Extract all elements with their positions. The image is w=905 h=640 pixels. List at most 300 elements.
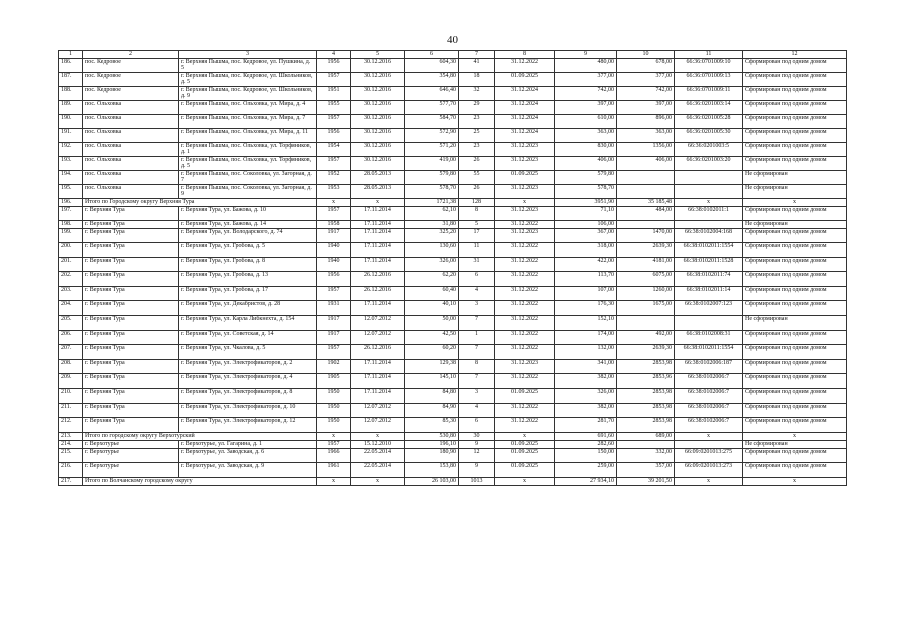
column-header: 9	[555, 51, 617, 59]
status-cell: Сформирован под одним домом	[743, 207, 847, 221]
area2-cell: 357,00	[617, 463, 675, 478]
address-cell: г. Верхняя Пышма, пос. Кедровое, ул. Школьников, д. 5	[179, 73, 317, 87]
area-cell: 40,10	[405, 301, 459, 316]
cadastral-cell: 66:38:0102011:1554	[675, 243, 743, 258]
cadastral-cell: 66:38:0102011:1	[675, 207, 743, 221]
address-cell: г. Верхняя Тура, ул. Карла Либкнехта, д. 154	[179, 315, 317, 330]
table-row	[59, 330, 847, 345]
area-cell: 579,80	[405, 171, 459, 185]
locality-cell: пос. Ольховка	[83, 143, 179, 157]
area1-cell: 107,00	[555, 286, 617, 301]
residents-cell: 8	[459, 359, 495, 374]
deadline-cell: x	[495, 432, 555, 440]
locality-cell: г. Верхняя Тура	[83, 257, 179, 272]
table-row	[59, 286, 847, 301]
date-cell: x	[351, 477, 405, 485]
cadastral-cell: 66:36:0701009:11	[675, 87, 743, 101]
area2-cell	[617, 315, 675, 330]
address-cell: г. Верхняя Пышма, пос. Ольховка, ул. Торфяников, д. 1	[179, 143, 317, 157]
row-number: 215.	[59, 448, 83, 463]
address-cell: г. Верхняя Пышма, пос. Ольховка, ул. Мира, д. 4	[179, 101, 317, 115]
locality-cell: г. Верхотурье	[83, 463, 179, 478]
date-cell: 17.11.2014	[351, 359, 405, 374]
residents-cell: 7	[459, 315, 495, 330]
deadline-cell: 31.12.2023	[495, 207, 555, 221]
year-cell: 1961	[317, 463, 351, 478]
status-cell: Сформирован под одним домом	[743, 101, 847, 115]
address-cell: г. Верхняя Пышма, пос. Ольховка, ул. Торфяников, д. 5	[179, 157, 317, 171]
area-cell: 604,30	[405, 59, 459, 73]
cadastral-cell: x	[675, 432, 743, 440]
deadline-cell: 31.12.2023	[495, 185, 555, 199]
area2-cell: 2853,98	[617, 418, 675, 433]
cadastral-cell: 66:36:0201003:14	[675, 101, 743, 115]
table-row	[59, 418, 847, 433]
status-cell: Сформирован под одним домом	[743, 87, 847, 101]
residents-cell: 29	[459, 101, 495, 115]
row-number: 213.	[59, 432, 83, 440]
row-number: 202.	[59, 272, 83, 287]
year-cell: 1905	[317, 374, 351, 389]
address-cell: г. Верхняя Тура, ул. Володарского, д. 74	[179, 229, 317, 243]
area2-cell: 35 185,48	[617, 199, 675, 207]
year-cell: 1917	[317, 330, 351, 345]
table-row	[59, 207, 847, 221]
area2-cell: 2853,98	[617, 388, 675, 403]
row-number: 204.	[59, 301, 83, 316]
table-row	[59, 432, 847, 440]
cadastral-cell: 66:38:0102011:1528	[675, 257, 743, 272]
deadline-cell: 31.12.2023	[495, 157, 555, 171]
residents-cell: 5	[459, 221, 495, 229]
area-cell: 571,20	[405, 143, 459, 157]
column-header: 3	[179, 51, 317, 59]
locality-cell: г. Верхняя Тура	[83, 388, 179, 403]
table-row	[59, 257, 847, 272]
locality-cell: г. Верхняя Тура	[83, 272, 179, 287]
row-number: 212.	[59, 418, 83, 433]
date-cell: 15.12.2010	[351, 440, 405, 448]
year-cell: x	[317, 477, 351, 485]
cadastral-cell: 66:38:0102006:187	[675, 359, 743, 374]
residents-cell: 3	[459, 388, 495, 403]
area-cell: 26 103,00	[405, 477, 459, 485]
row-number: 192.	[59, 143, 83, 157]
residents-cell: 4	[459, 403, 495, 418]
area2-cell: 397,00	[617, 101, 675, 115]
date-cell: 30.12.2016	[351, 129, 405, 143]
status-cell: x	[743, 477, 847, 485]
table-row	[59, 448, 847, 463]
locality-cell: пос. Кедровое	[83, 59, 179, 73]
date-cell: 30.12.2016	[351, 59, 405, 73]
area2-cell: 1260,00	[617, 286, 675, 301]
column-header: 12	[743, 51, 847, 59]
year-cell: x	[317, 432, 351, 440]
area1-cell: 113,70	[555, 272, 617, 287]
table-row	[59, 87, 847, 101]
cadastral-cell: 66:36:0201003:20	[675, 157, 743, 171]
area-cell: 60,20	[405, 345, 459, 360]
table-row	[59, 463, 847, 478]
area2-cell: 1675,00	[617, 301, 675, 316]
area1-cell: 174,00	[555, 330, 617, 345]
date-cell: 17.11.2014	[351, 243, 405, 258]
year-cell: 1917	[317, 229, 351, 243]
locality-cell: пос. Кедровое	[83, 73, 179, 87]
cadastral-cell	[675, 221, 743, 229]
status-cell: Сформирован под одним домом	[743, 115, 847, 129]
year-cell: 1931	[317, 301, 351, 316]
date-cell: 12.07.2012	[351, 315, 405, 330]
address-cell: г. Верхняя Тура, ул. Гробова, д. 13	[179, 272, 317, 287]
address-cell: г. Верхняя Тура, ул. Бажова, д. 14	[179, 221, 317, 229]
area1-cell: 318,00	[555, 243, 617, 258]
residents-cell: 6	[459, 418, 495, 433]
date-cell: 26.12.2016	[351, 272, 405, 287]
area-cell: 129,38	[405, 359, 459, 374]
cadastral-cell: 66:09:0201013:275	[675, 448, 743, 463]
housing-table	[58, 50, 847, 486]
locality-cell: г. Верхняя Тура	[83, 374, 179, 389]
address-cell: г. Верхняя Пышма, пос. Ольховка, ул. Мира, д. 11	[179, 129, 317, 143]
area-cell: 62,10	[405, 207, 459, 221]
area-cell: 646,40	[405, 87, 459, 101]
area1-cell: 382,00	[555, 374, 617, 389]
locality-cell: г. Верхняя Тура	[83, 207, 179, 221]
residents-cell: 23	[459, 143, 495, 157]
year-cell: 1951	[317, 87, 351, 101]
year-cell: 1940	[317, 243, 351, 258]
area-cell: 180,90	[405, 448, 459, 463]
year-cell: 1955	[317, 101, 351, 115]
area2-cell	[617, 221, 675, 229]
cadastral-cell: 66:38:0102006:7	[675, 403, 743, 418]
area-cell: 325,20	[405, 229, 459, 243]
year-cell: 1956	[317, 129, 351, 143]
locality-cell: пос. Ольховка	[83, 101, 179, 115]
status-cell: Сформирован под одним домом	[743, 257, 847, 272]
area1-cell: 132,00	[555, 345, 617, 360]
area2-cell: 896,00	[617, 115, 675, 129]
address-cell: г. Верхотурье, ул. Гагарина, д. 1	[179, 440, 317, 448]
column-header: 4	[317, 51, 351, 59]
locality-cell: г. Верхняя Тура	[83, 221, 179, 229]
year-cell: 1917	[317, 315, 351, 330]
area-cell: 1721,38	[405, 199, 459, 207]
cadastral-cell: x	[675, 199, 743, 207]
table-row	[59, 374, 847, 389]
deadline-cell: 31.12.2022	[495, 257, 555, 272]
locality-cell: пос. Кедровое	[83, 87, 179, 101]
locality-cell: пос. Ольховка	[83, 157, 179, 171]
residents-cell: 31	[459, 257, 495, 272]
status-cell: Сформирован под одним домом	[743, 388, 847, 403]
area1-cell: 742,00	[555, 87, 617, 101]
column-header: 5	[351, 51, 405, 59]
deadline-cell: 31.12.2022	[495, 345, 555, 360]
date-cell: 12.07.2012	[351, 403, 405, 418]
area1-cell: 106,00	[555, 221, 617, 229]
status-cell: Сформирован под одним домом	[743, 229, 847, 243]
residents-cell: 26	[459, 185, 495, 199]
row-number: 203.	[59, 286, 83, 301]
locality-cell: Итого по городскому округу Верхотурский	[83, 432, 317, 440]
date-cell: 17.11.2014	[351, 388, 405, 403]
header-row	[59, 51, 847, 59]
area2-cell: 742,00	[617, 87, 675, 101]
date-cell: 30.12.2016	[351, 87, 405, 101]
address-cell: г. Верхняя Тура, ул. Электрофикаторов, д. 10	[179, 403, 317, 418]
area-cell: 31,80	[405, 221, 459, 229]
date-cell: x	[351, 199, 405, 207]
residents-cell: 3	[459, 301, 495, 316]
date-cell: 26.12.2016	[351, 345, 405, 360]
deadline-cell: 01.09.2025	[495, 448, 555, 463]
row-number: 207.	[59, 345, 83, 360]
locality-cell: г. Верхняя Тура	[83, 359, 179, 374]
year-cell: 1957	[317, 345, 351, 360]
page-number: 40	[447, 34, 458, 46]
status-cell: Сформирован под одним домом	[743, 286, 847, 301]
area-cell: 354,80	[405, 73, 459, 87]
year-cell: 1950	[317, 418, 351, 433]
status-cell: Сформирован под одним домом	[743, 345, 847, 360]
locality-cell: г. Верхняя Тура	[83, 345, 179, 360]
deadline-cell: 31.12.2022	[495, 286, 555, 301]
row-number: 196.	[59, 199, 83, 207]
row-number: 194.	[59, 171, 83, 185]
cadastral-cell	[675, 440, 743, 448]
status-cell: Сформирован под одним домом	[743, 243, 847, 258]
year-cell: 1958	[317, 221, 351, 229]
status-cell: Сформирован под одним домом	[743, 330, 847, 345]
area1-cell: 3951,90	[555, 199, 617, 207]
year-cell: 1957	[317, 440, 351, 448]
table-row	[59, 388, 847, 403]
locality-cell: пос. Ольховка	[83, 129, 179, 143]
column-header: 2	[83, 51, 179, 59]
cadastral-cell: 66:38:0102006:7	[675, 418, 743, 433]
table-row	[59, 143, 847, 157]
locality-cell: г. Верхняя Тура	[83, 315, 179, 330]
deadline-cell: 31.12.2022	[495, 272, 555, 287]
area1-cell: 691,60	[555, 432, 617, 440]
status-cell: Сформирован под одним домом	[743, 418, 847, 433]
cadastral-cell: 66:38:0102006:7	[675, 388, 743, 403]
status-cell: Сформирован под одним домом	[743, 73, 847, 87]
column-header: 11	[675, 51, 743, 59]
deadline-cell: 01.09.2025	[495, 388, 555, 403]
area-cell: 584,70	[405, 115, 459, 129]
cadastral-cell: 66:36:0701009:13	[675, 73, 743, 87]
residents-cell: 30	[459, 432, 495, 440]
deadline-cell: 01.09.2025	[495, 171, 555, 185]
row-number: 190.	[59, 115, 83, 129]
area2-cell: 39 201,50	[617, 477, 675, 485]
table-row	[59, 199, 847, 207]
locality-cell: г. Верхняя Тура	[83, 330, 179, 345]
deadline-cell: 31.12.2022	[495, 315, 555, 330]
status-cell: Сформирован под одним домом	[743, 272, 847, 287]
column-header: 7	[459, 51, 495, 59]
area1-cell: 397,00	[555, 101, 617, 115]
deadline-cell: 31.12.2024	[495, 87, 555, 101]
deadline-cell: 01.09.2025	[495, 73, 555, 87]
date-cell: 17.11.2014	[351, 374, 405, 389]
area1-cell: 341,00	[555, 359, 617, 374]
locality-cell: Итого по Городскому округу Верхняя Тура	[83, 199, 317, 207]
row-number: 206.	[59, 330, 83, 345]
table-row	[59, 73, 847, 87]
locality-cell: Итого по Волчанскому городскому округу	[83, 477, 317, 485]
cadastral-cell	[675, 171, 743, 185]
deadline-cell: 01.09.2025	[495, 440, 555, 448]
area-cell: 130,60	[405, 243, 459, 258]
year-cell: 1950	[317, 388, 351, 403]
area1-cell: 152,10	[555, 315, 617, 330]
year-cell: 1952	[317, 171, 351, 185]
table-row	[59, 115, 847, 129]
deadline-cell: x	[495, 199, 555, 207]
area-cell: 145,10	[405, 374, 459, 389]
cadastral-cell: 66:36:0201005:30	[675, 129, 743, 143]
area2-cell: 689,00	[617, 432, 675, 440]
area-cell: 530,80	[405, 432, 459, 440]
area1-cell: 282,60	[555, 440, 617, 448]
row-number: 216.	[59, 463, 83, 478]
row-number: 186.	[59, 59, 83, 73]
address-cell: г. Верхняя Пышма, пос. Кедровое, ул. Пушкина, д. 5	[179, 59, 317, 73]
area2-cell: 406,00	[617, 157, 675, 171]
row-number: 208.	[59, 359, 83, 374]
locality-cell: пос. Ольховка	[83, 115, 179, 129]
residents-cell: 12	[459, 448, 495, 463]
status-cell: Сформирован под одним домом	[743, 129, 847, 143]
area-cell: 42,50	[405, 330, 459, 345]
locality-cell: г. Верхотурье	[83, 448, 179, 463]
status-cell: Сформирован под одним домом	[743, 448, 847, 463]
status-cell: Не сформирован	[743, 185, 847, 199]
area2-cell	[617, 185, 675, 199]
area-cell: 84,80	[405, 388, 459, 403]
table-row	[59, 301, 847, 316]
status-cell: Не сформирован	[743, 171, 847, 185]
table-row	[59, 272, 847, 287]
area1-cell: 377,00	[555, 73, 617, 87]
row-number: 188.	[59, 87, 83, 101]
deadline-cell: 31.12.2023	[495, 143, 555, 157]
area-cell: 153,80	[405, 463, 459, 478]
deadline-cell: 31.12.2022	[495, 374, 555, 389]
date-cell: 30.12.2016	[351, 101, 405, 115]
year-cell: 1954	[317, 143, 351, 157]
area-cell: 572,90	[405, 129, 459, 143]
area1-cell: 610,00	[555, 115, 617, 129]
area1-cell: 259,00	[555, 463, 617, 478]
row-number: 198.	[59, 221, 83, 229]
address-cell: г. Верхняя Тура, ул. Чкалова, д. 5	[179, 345, 317, 360]
table-row	[59, 171, 847, 185]
residents-cell: 7	[459, 374, 495, 389]
area1-cell: 363,00	[555, 129, 617, 143]
table-row	[59, 359, 847, 374]
residents-cell: 9	[459, 440, 495, 448]
deadline-cell: x	[495, 477, 555, 485]
row-number: 210.	[59, 388, 83, 403]
address-cell: г. Верхотурье, ул. Заводская, д. 6	[179, 448, 317, 463]
row-number: 205.	[59, 315, 83, 330]
address-cell: г. Верхняя Тура, ул. Электрофикаторов, д. 2	[179, 359, 317, 374]
area2-cell: 678,00	[617, 59, 675, 73]
status-cell: x	[743, 199, 847, 207]
year-cell: 1950	[317, 403, 351, 418]
status-cell: Сформирован под одним домом	[743, 143, 847, 157]
status-cell: Сформирован под одним домом	[743, 463, 847, 478]
residents-cell: 128	[459, 199, 495, 207]
area2-cell: 6075,00	[617, 272, 675, 287]
year-cell: 1956	[317, 59, 351, 73]
status-cell: x	[743, 432, 847, 440]
table-row	[59, 221, 847, 229]
address-cell: г. Верхняя Пышма, пос. Соколовка, ул. Загорная, д. 7	[179, 171, 317, 185]
year-cell: 1956	[317, 272, 351, 287]
row-number: 193.	[59, 157, 83, 171]
residents-cell: 8	[459, 207, 495, 221]
table-row	[59, 345, 847, 360]
area2-cell	[617, 171, 675, 185]
area2-cell: 363,00	[617, 129, 675, 143]
residents-cell: 18	[459, 73, 495, 87]
date-cell: 12.07.2012	[351, 330, 405, 345]
residents-cell: 26	[459, 157, 495, 171]
status-cell: Сформирован под одним домом	[743, 359, 847, 374]
deadline-cell: 31.12.2023	[495, 229, 555, 243]
deadline-cell: 31.12.2022	[495, 301, 555, 316]
address-cell: г. Верхняя Тура, ул. Гробова, д. 17	[179, 286, 317, 301]
date-cell: x	[351, 432, 405, 440]
area1-cell: 480,00	[555, 59, 617, 73]
residents-cell: 55	[459, 171, 495, 185]
address-cell: г. Верхняя Тура, ул. Электрофикаторов, д. 12	[179, 418, 317, 433]
locality-cell: г. Верхняя Тура	[83, 229, 179, 243]
date-cell: 28.05.2013	[351, 171, 405, 185]
row-number: 217.	[59, 477, 83, 485]
address-cell: г. Верхняя Тура, ул. Советская, д. 14	[179, 330, 317, 345]
area2-cell: 1356,00	[617, 143, 675, 157]
address-cell: г. Верхотурье, ул. Заводская, д. 9	[179, 463, 317, 478]
row-number: 209.	[59, 374, 83, 389]
date-cell: 17.11.2014	[351, 207, 405, 221]
row-number: 199.	[59, 229, 83, 243]
cadastral-cell: 66:38:0102006:7	[675, 374, 743, 389]
area-cell: 419,00	[405, 157, 459, 171]
cadastral-cell: 66:38:0102004:168	[675, 229, 743, 243]
area-cell: 578,70	[405, 185, 459, 199]
year-cell: 1902	[317, 359, 351, 374]
deadline-cell: 31.12.2024	[495, 129, 555, 143]
locality-cell: г. Верхняя Тура	[83, 403, 179, 418]
table-row	[59, 229, 847, 243]
date-cell: 30.12.2016	[351, 115, 405, 129]
cadastral-cell: 66:36:0201005:28	[675, 115, 743, 129]
cadastral-cell	[675, 185, 743, 199]
area1-cell: 830,00	[555, 143, 617, 157]
area-cell: 50,00	[405, 315, 459, 330]
residents-cell: 7	[459, 345, 495, 360]
row-number: 197.	[59, 207, 83, 221]
status-cell: Не сформирован	[743, 440, 847, 448]
